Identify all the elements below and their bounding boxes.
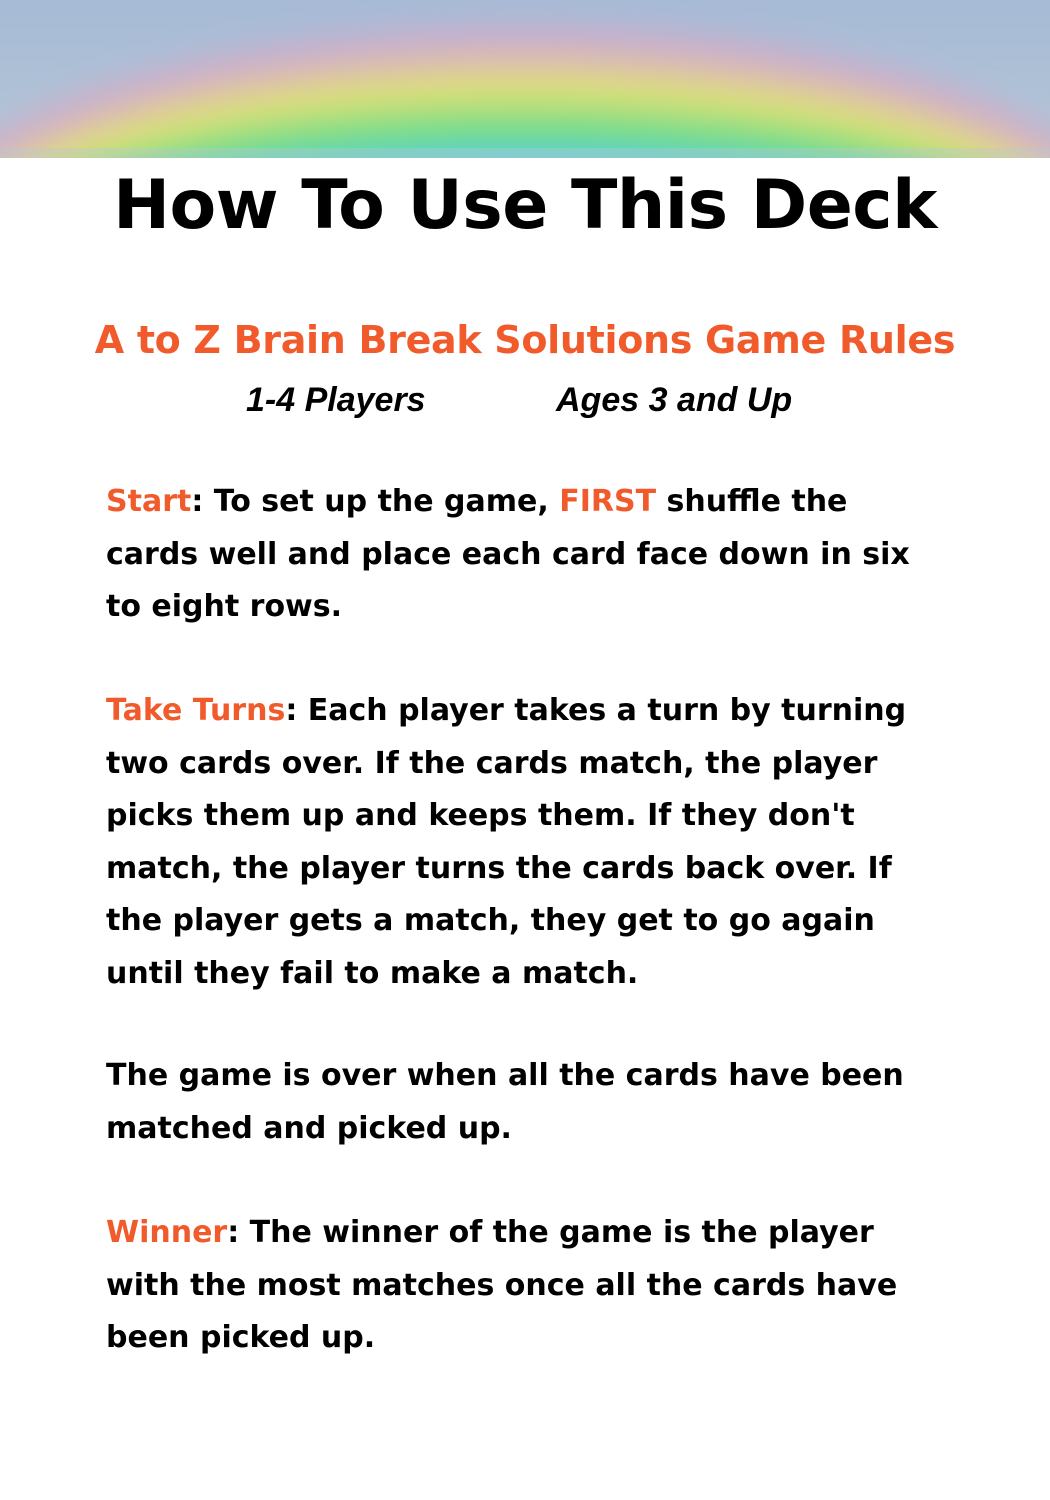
- players-count: 1-4 Players: [246, 381, 426, 419]
- rule-start-text-before: To set up the game,: [203, 484, 560, 519]
- rainbow-banner: [0, 0, 1050, 158]
- rule-winner-label: Winner: [106, 1215, 228, 1250]
- rule-start-label: Start: [106, 484, 192, 519]
- rule-take-turns-text: Each player takes a turn by turning two cards over. If the cards match, the player picks them up and keeps them. If they don't match, the player turns the cards back over. If the player gets a match, they get to go again until they fail to make a match.: [106, 693, 907, 991]
- rule-start-colon: :: [191, 484, 204, 519]
- rule-start-text-after: shuffle the cards well and place each card face down in six to eight rows.: [106, 484, 910, 624]
- rule-take-turns: [106, 685, 946, 1000]
- page-title: How To Use This Deck: [113, 166, 937, 245]
- rule-start-emphasis: FIRST: [559, 484, 657, 519]
- rule-winner: [106, 1207, 946, 1365]
- game-rules-subtitle: A to Z Brain Break Solutions Game Rules: [94, 318, 956, 362]
- rule-take-turns-colon: :: [285, 693, 298, 728]
- rule-start: [106, 476, 946, 634]
- rule-game-over: The game is over when all the cards have been matched and picked up.: [106, 1058, 904, 1146]
- rule-winner-text: The winner of the game is the player with the most matches once all the cards have been picked up.: [106, 1215, 898, 1355]
- rule-take-turns-label: Take Turns: [106, 693, 286, 728]
- age-range: Ages 3 and Up: [556, 381, 793, 419]
- rule-winner-colon: :: [227, 1215, 240, 1250]
- rainbow-illustration: [0, 0, 1050, 158]
